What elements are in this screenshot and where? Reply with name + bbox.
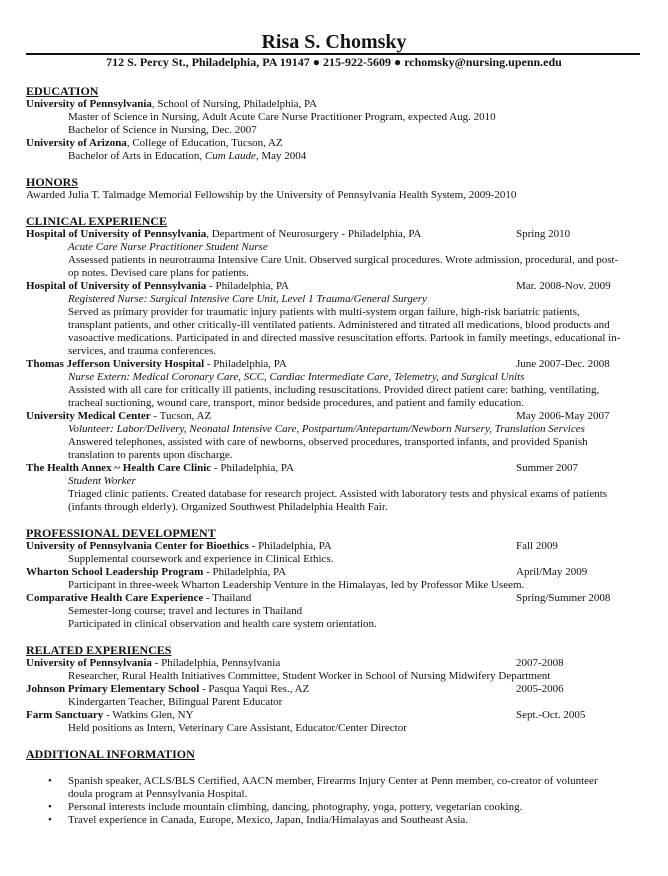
entry-role: Nurse Extern: Medical Coronary Care, SCC, Cardiac Intermediate Care, Telemetry, and Surgical Units [68, 371, 525, 383]
resume-content [26, 85, 640, 827]
entry-role: Volunteer: Labor/Delivery, Neonatal Intensive Care, Postpartum/Antepartum/Newborn Nursery, Translation Services [68, 423, 585, 435]
clinical-section [26, 215, 640, 514]
entry-header [26, 358, 640, 371]
description-line: transplant patients, and other critically-ill ventilated patients. Administered and titrated all medications, blood products and [68, 319, 610, 331]
entry-header [26, 709, 640, 722]
entry-header [26, 540, 640, 553]
entry-org: University of Pennsylvania Center for Bioethics [26, 540, 249, 552]
description-line: vasoactive medications. Participated in and directed massive resuscitation efforts. Partook in family meetings, educational in- [68, 332, 621, 344]
section-title: PROFESSIONAL DEVELOPMENT [26, 526, 216, 540]
degree: Bachelor of Science in Nursing, Dec. 2007 [68, 124, 257, 136]
honor-text: Awarded Julia T. Talmadge Memorial Fellowship by the University of Pennsylvania Health System, 2009-2010 [26, 189, 517, 201]
professional-section [26, 527, 640, 631]
entry-description [26, 488, 640, 514]
description-line: services, and trauma conferences. [68, 345, 217, 357]
entry-description [26, 306, 640, 358]
entry-date: May 2006-May 2007 [516, 410, 610, 422]
resume-name: Risa S. Chomsky [261, 31, 407, 53]
degree [26, 150, 640, 163]
entry-org: Farm Sanctuary [26, 709, 104, 721]
entry-org-line [26, 592, 251, 605]
entry-org: Wharton School Leadership Program [26, 566, 204, 578]
entry-org: University Medical Center [26, 410, 151, 422]
related-section [26, 644, 640, 735]
degree-text: Bachelor of Arts in Education, [68, 150, 205, 162]
entry-org-line [26, 462, 294, 475]
additional-list [26, 775, 640, 827]
entry-location: , Department of Neurosurgery - Philadelphia, PA [206, 228, 422, 240]
entry-location: - Watkins Glen, NY [103, 709, 194, 721]
description-line: Assisted with all care for critically ill patients, including resuscitations. Provided direct patient care: bathing, ventilating, [68, 384, 600, 396]
description-line: Answered telephones, assisted with care of newborns, observed procedures, transported infants, and provided Spanish [68, 436, 588, 448]
entry-description [26, 579, 640, 592]
entry-location: - Philadelphia, PA [203, 566, 287, 578]
section-title: RELATED EXPERIENCES [26, 643, 172, 657]
entry-org-line [26, 709, 194, 722]
entry-location: - Pasqua Yaqui Res., AZ [199, 683, 310, 695]
entry-header [26, 592, 640, 605]
description-line: Triaged clinic patients. Created database for research project. Assisted with laboratory tests and physical exams of patients [68, 488, 608, 500]
description-line: Researcher, Rural Health Initiatives Committee, Student Worker in School of Nursing Midwifery Department [68, 670, 551, 682]
entry-location: - Thailand [203, 592, 252, 604]
entry-role: Registered Nurse: Surgical Intensive Care Unit, Level 1 Trauma/General Surgery [68, 293, 427, 305]
description-line: Assessed patients in neurotrauma Intensive Care Unit. Observed surgical procedures. Wrote admission, procedural, and post- [68, 254, 619, 266]
entry-header [26, 228, 640, 241]
entry-location: - Philadelphia, PA [204, 358, 287, 370]
section-title: HONORS [26, 175, 79, 189]
degree-date: , May 2004 [255, 150, 307, 162]
education-entry [26, 137, 640, 150]
bullet-text: Personal interests include mountain climbing, dancing, photography, yoga, pottery, vegetarian cooking. [68, 801, 523, 813]
entry-location: - Philadelphia, Pennsylvania [151, 657, 281, 669]
entry-org: Thomas Jefferson University Hospital [26, 358, 205, 370]
description-line: Participated in clinical observation and health care system orientation. [68, 618, 377, 630]
description-line: Participant in three-week Wharton Leadership Venture in the Himalayas, led by Professor Mike Useem. [68, 579, 525, 591]
entry-org-line [26, 566, 286, 579]
bullet-item [26, 814, 640, 827]
description-line: Served as primary provider for traumatic injury patients with multi-system organ failure, high-risk bariatric patients, [68, 306, 580, 318]
school-detail: , School of Nursing, Philadelphia, PA [151, 98, 318, 110]
entry-header [26, 683, 640, 696]
entry-org-line [26, 657, 280, 670]
section-title: EDUCATION [26, 84, 99, 98]
entry-org-line [26, 540, 332, 553]
education-entry [26, 98, 640, 111]
entry-date: Spring 2010 [516, 228, 571, 240]
entry-description [26, 722, 640, 735]
description-line: tracheal suctioning, wound care, transport, minor bedside procedures, and patient and family education. [68, 397, 525, 409]
education-section [26, 85, 640, 163]
bullet-text: Travel experience in Canada, Europe, Mexico, Japan, India/Himalayas and Southeast Asia. [68, 814, 469, 826]
entry-role: Student Worker [68, 475, 136, 487]
entry-location: - Philadelphia, PA [206, 280, 290, 292]
entry-header [26, 280, 640, 293]
degree-honor: Cum Laude [204, 150, 256, 162]
entry-org-line [26, 280, 289, 293]
entry-org: Hospital of University of Pennsylvania [26, 280, 207, 292]
entry-description [26, 670, 640, 683]
bullet-dot: • [48, 801, 52, 813]
entry-date: Summer 2007 [516, 462, 579, 474]
description-line: Semester-long course; travel and lectures in Thailand [68, 605, 303, 617]
entry-org-line [26, 410, 211, 423]
bullet-dot: • [48, 814, 52, 826]
degree: Master of Science in Nursing, Adult Acute Care Nurse Practitioner Program, expected Aug. 2010 [68, 111, 496, 123]
honors-section [26, 176, 640, 202]
entry-description [26, 605, 640, 631]
description-line: Held positions as Intern, Veterinary Care Assistant, Educator/Center Director [68, 722, 407, 734]
entry-date: Sept.-Oct. 2005 [516, 709, 586, 721]
entry-date: Fall 2009 [516, 540, 558, 552]
entry-date: Mar. 2008-Nov. 2009 [516, 280, 611, 292]
bullet-text: doula program at Pennsylvania Hospital. [68, 788, 248, 800]
entry-date: 2007-2008 [516, 657, 564, 669]
entry-org: Johnson Primary Elementary School [26, 683, 200, 695]
entry-description [26, 254, 640, 280]
entry-org: Comparative Health Care Experience [26, 592, 204, 604]
description-line: translation to parents upon discharge. [68, 449, 233, 461]
entry-header [26, 566, 640, 579]
entry-org: Hospital of University of Pennsylvania [26, 228, 207, 240]
entry-role: Acute Care Nurse Practitioner Student Nurse [68, 241, 268, 253]
description-line: Kindergarten Teacher, Bilingual Parent Educator [68, 696, 283, 708]
entry-org-line [26, 228, 421, 241]
section-title: ADDITIONAL INFORMATION [26, 747, 195, 761]
school-name: University of Pennsylvania [26, 98, 152, 110]
bullet-item [26, 801, 640, 814]
entry-description [26, 553, 640, 566]
entry-location: - Tucson, AZ [150, 410, 212, 422]
entry-location: - Philadelphia, PA [248, 540, 332, 552]
entry-org-line [26, 358, 287, 371]
entry-description [26, 384, 640, 410]
entry-date: Spring/Summer 2008 [516, 592, 611, 604]
entry-org-line [26, 683, 309, 696]
section-title: CLINICAL EXPERIENCE [26, 214, 168, 228]
entry-header [26, 657, 640, 670]
entry-location: - Philadelphia, PA [211, 462, 294, 474]
entry-header [26, 462, 640, 475]
entry-header [26, 410, 640, 423]
contact-line: 712 S. Percy St., Philadelphia, PA 19147 ● 215-922-5609 ● rchomsky@nursing.upenn.edu [106, 55, 562, 69]
school-detail: , College of Education, Tucson, AZ [126, 137, 283, 149]
bullet-text: Spanish speaker, ACLS/BLS Certified, AACN member, Firearms Injury Center at Penn member, co-creator of volunteer [68, 775, 598, 787]
description-line: Supplemental coursework and experience in Clinical Ethics. [68, 553, 334, 565]
description-line: op notes. Devised care plans for patients. [68, 267, 249, 279]
entry-date: June 2007-Dec. 2008 [516, 358, 610, 370]
entry-date: 2005-2006 [516, 683, 564, 695]
entry-description [26, 696, 640, 709]
additional-section [26, 748, 640, 827]
school-name: University of Arizona [26, 137, 127, 149]
entry-org: The Health Annex ~ Health Care Clinic [26, 462, 212, 474]
bullet-dot: • [48, 775, 52, 787]
entry-date: April/May 2009 [516, 566, 588, 578]
bullet-item [26, 775, 640, 801]
description-line: (infants through elderly). Organized Southwest Philadelphia Health Fair. [68, 501, 388, 513]
entry-org: University of Pennsylvania [26, 657, 152, 669]
entry-description [26, 436, 640, 462]
